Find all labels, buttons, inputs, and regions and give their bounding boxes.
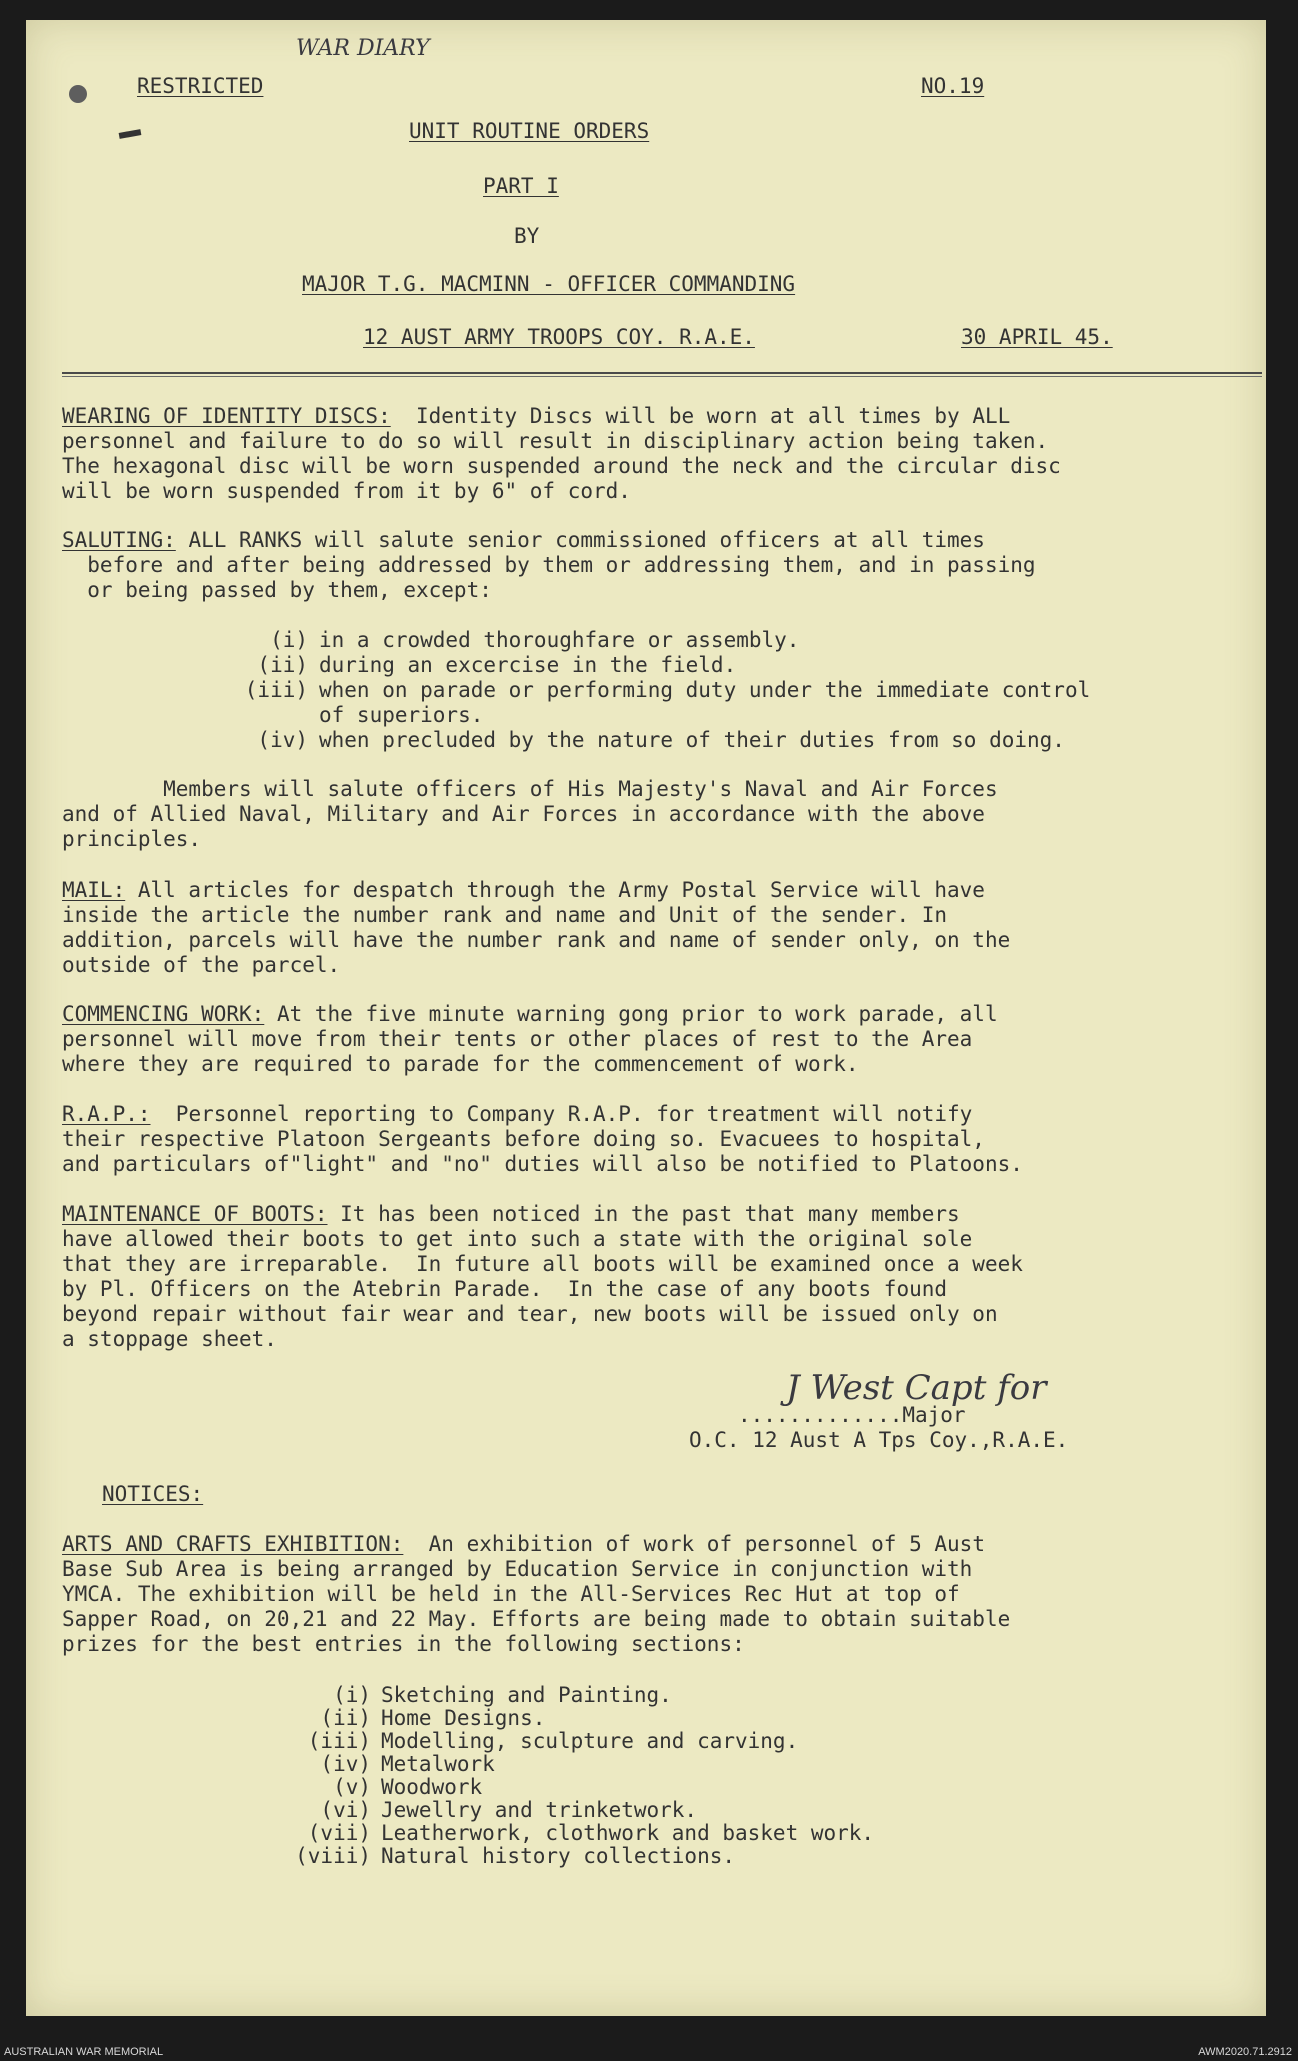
list-item: Modelling, sculpture and carving. (381, 1729, 799, 1753)
list-item-number: (ii) (320, 1706, 371, 1730)
section-heading: COMMENCING WORK: (62, 1002, 265, 1026)
section-identity-discs: WEARING OF IDENTITY DISCS: Identity Discs will be worn at all times by ALL personnel and failure to do so will result in disciplinary action being taken. The hexagonal disc will be worn suspended around the neck and the circular disc will be worn suspended from it by 6" of cord. (62, 404, 1061, 503)
list-item: in a crowded thoroughfare or assembly. (319, 628, 800, 652)
title-line-1: UNIT ROUTINE ORDERS (409, 119, 650, 143)
section-arts-and-crafts: ARTS AND CRAFTS EXHIBITION: An exhibition of work of personnel of 5 Aust Base Sub Area is being arranged by Education Service in conjunction with YMCA. The exhibition will be held in the All-Services Rec Hut at top of Sapper Road, on 20,21 and 22 May. Efforts are being made to obtain suitable prizes for the best entries in the following sections: (62, 1532, 1011, 1656)
handwritten-signature: J West Capt for (786, 1368, 1047, 1408)
handwritten-annotation: WAR DIARY (296, 36, 430, 61)
list-item-number: (viii) (295, 1844, 371, 1868)
list-item-number: (iv) (320, 1752, 371, 1776)
section-heading: MAINTENANCE OF BOOTS: (62, 1202, 328, 1226)
list-item-number: (ii) (257, 653, 308, 677)
list-item-number: (i) (333, 1683, 371, 1707)
section-commencing-work: COMMENCING WORK: At the five minute warning gong prior to work parade, all personnel will move from their tents or other places of rest to the Area where they are required to parade for the commencement of work. (62, 1002, 998, 1076)
section-maintenance-of-boots: MAINTENANCE OF BOOTS: It has been noticed in the past that many members have allowed their boots to get into such a state with the original sole that they are irreparable. In future all boots will be examined once a week by Pl. Officers on the Atebrin Parade. In the case of any boots found beyond repair without fair wear and tear, new boots will be issued only on a stoppage sheet. (62, 1202, 1023, 1351)
list-item-number: (i) (270, 628, 308, 652)
list-item-number: (v) (333, 1775, 371, 1799)
section-saluting: SALUTING: ALL RANKS will salute senior commissioned officers at all times before and after being addressed by them or addressing them, and in passing or being passed by them, except: (62, 528, 1036, 602)
list-item: Woodwork (381, 1775, 483, 1799)
title-line-2: PART I (483, 174, 559, 198)
footer-source: AUSTRALIAN WAR MEMORIAL (4, 2046, 164, 2058)
list-item: during an excercise in the field. (319, 653, 737, 677)
section-heading: WEARING OF IDENTITY DISCS: (62, 404, 391, 428)
list-item-number: (iii) (244, 678, 308, 702)
unit-name: 12 AUST ARMY TROOPS COY. R.A.E. (363, 325, 755, 349)
section-heading: SALUTING: (62, 528, 176, 552)
divider-thin (62, 376, 1262, 377)
saluting-note: Members will salute officers of His Majesty's Naval and Air Forces and of Allied Naval, Military and Air Forces in accordance with the above principles. (62, 777, 998, 851)
footer-accession: AWM2020.71.2912 (1198, 2046, 1292, 2058)
ink-mark (119, 129, 142, 139)
signature-dots: .............Major (738, 1403, 966, 1427)
list-item-number: (vii) (307, 1821, 371, 1845)
section-heading: MAIL: (62, 878, 126, 902)
list-item: when precluded by the nature of their duties from so doing. (319, 728, 1065, 752)
list-item-continuation: of superiors. (319, 703, 484, 727)
list-item-number: (iv) (257, 728, 308, 752)
list-item: Natural history collections. (381, 1844, 736, 1868)
list-item-number: (vi) (320, 1798, 371, 1822)
title-line-4: MAJOR T.G. MACMINN - OFFICER COMMANDING (302, 272, 796, 296)
punch-hole (69, 85, 87, 103)
divider (62, 372, 1262, 374)
restricted-label: RESTRICTED (137, 74, 264, 98)
list-item-number: (iii) (307, 1729, 371, 1753)
list-item: Leatherwork, clothwork and basket work. (381, 1821, 875, 1845)
order-number: NO.19 (921, 74, 985, 98)
title-line-3: BY (514, 224, 540, 248)
section-mail: MAIL: All articles for despatch through the Army Postal Service will have inside the article the number rank and name and Unit of the sender. In addition, parcels will have the number rank and name of sender only, on the outside of the parcel. (62, 878, 1011, 977)
list-item: Jewellry and trinketwork. (381, 1798, 698, 1822)
notices-heading: NOTICES: (102, 1482, 204, 1506)
section-heading: ARTS AND CRAFTS EXHIBITION: (62, 1532, 404, 1556)
section-rap: R.A.P.: Personnel reporting to Company R.A.P. for treatment will notify their respective Platoon Sergeants before doing so. Evacuees to hospital, and particulars of"light" and "no" duties will also be notified to Platoons. (62, 1102, 1023, 1176)
list-item: when on parade or performing duty under the immediate control (319, 678, 1091, 702)
list-item: Sketching and Painting. (381, 1683, 672, 1707)
list-item: Metalwork (381, 1752, 495, 1776)
document-page (26, 20, 1266, 2016)
order-date: 30 APRIL 45. (961, 325, 1113, 349)
section-heading: R.A.P.: (62, 1102, 151, 1126)
signature-block: O.C. 12 Aust A Tps Coy.,R.A.E. (689, 1428, 1069, 1452)
list-item: Home Designs. (381, 1706, 546, 1730)
